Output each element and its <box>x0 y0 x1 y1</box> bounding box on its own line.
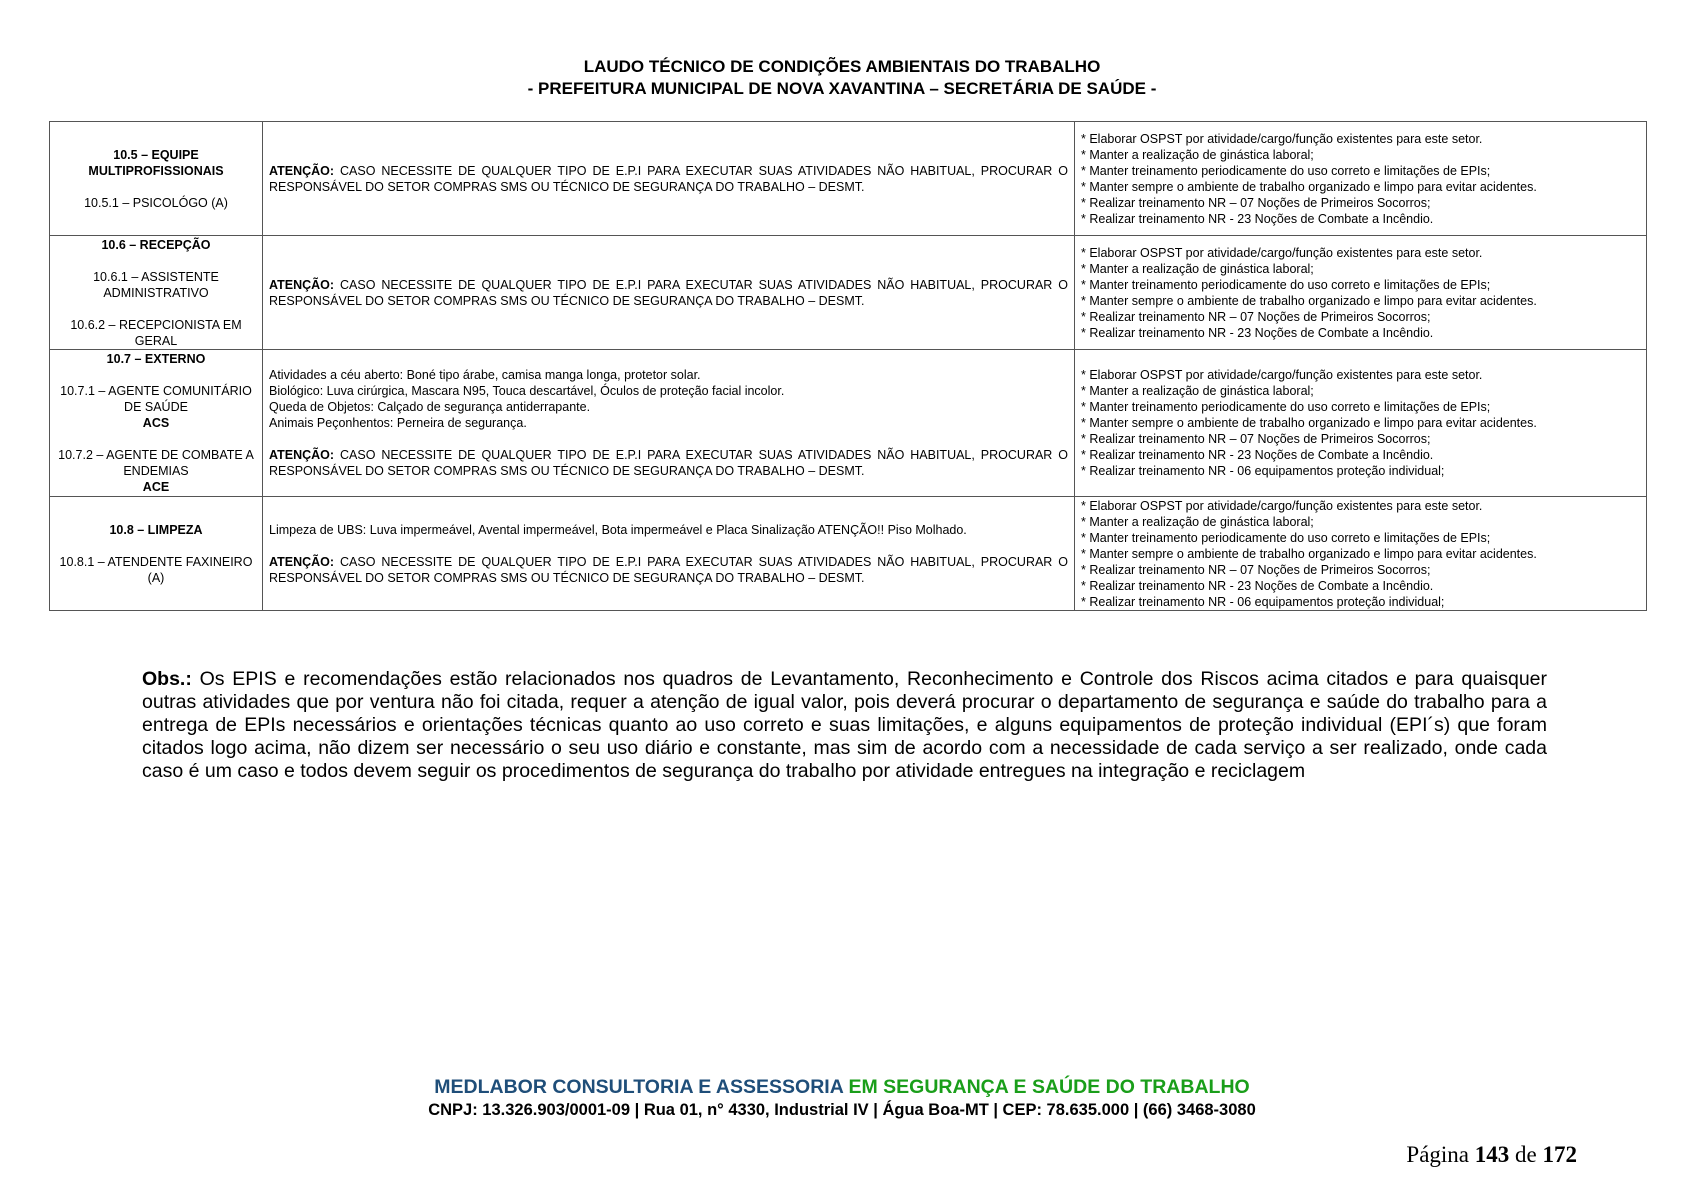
attention-note <box>269 277 1068 309</box>
recommendation-item: * Manter sempre o ambiente de trabalho organizado e limpo para evitar acidentes. <box>1081 546 1537 561</box>
recommendation-item: * Elaborar OSPST por atividade/cargo/função existentes para este setor. <box>1081 131 1483 146</box>
page-number <box>1406 1142 1577 1168</box>
attention-text: CASO NECESSITE DE QUALQUER TIPO DE E.P.I PARA EXECUTAR SUAS ATIVIDADES NÃO HABITUAL, PROCURAR O RESPONSÁVEL DO SETOR COMPRAS SMS OU TÉCNICO DE SEGURANÇA DO TRABALHO – DESMT. <box>269 277 1068 308</box>
attention-text: CASO NECESSITE DE QUALQUER TIPO DE E.P.I PARA EXECUTAR SUAS ATIVIDADES NÃO HABITUAL, PROCURAR O RESPONSÁVEL DO SETOR COMPRAS SMS OU TÉCNICO DE SEGURANÇA DO TRABALHO – DESMT. <box>269 448 1068 478</box>
recommendation-item: * Manter treinamento periodicamente do uso correto e limitações de EPIs; <box>1081 163 1491 178</box>
recommendation-item: * Manter a realização de ginástica laboral; <box>1081 261 1314 276</box>
sector-function-acronym: ACS <box>142 416 170 430</box>
epi-cell <box>263 350 1075 497</box>
recommendation-item: * Realizar treinamento NR – 07 Noções de Primeiros Socorros; <box>1081 562 1431 577</box>
attention-note <box>269 447 1068 479</box>
epi-item: Animais Peçonhentos: Perneira de segurança. <box>269 416 527 430</box>
recommendation-item: * Realizar treinamento NR – 07 Noções de Primeiros Socorros; <box>1081 432 1431 446</box>
recommendations-cell <box>1075 236 1647 350</box>
sector-function: 10.7.1 – AGENTE COMUNITÁRIO DE SAÚDE <box>60 384 252 414</box>
attention-text: CASO NECESSITE DE QUALQUER TIPO DE E.P.I PARA EXECUTAR SUAS ATIVIDADES NÃO HABITUAL, PROCURAR O RESPONSÁVEL DO SETOR COMPRAS SMS OU TÉCNICO DE SEGURANÇA DO TRABALHO – DESMT. <box>269 554 1068 585</box>
recommendation-item: * Elaborar OSPST por atividade/cargo/função existentes para este setor. <box>1081 498 1483 513</box>
epi-cell <box>263 236 1075 350</box>
attention-label: ATENÇÃO: <box>269 448 335 462</box>
sector-function: 10.7.2 – AGENTE DE COMBATE A ENDEMIAS <box>58 448 254 478</box>
sector-function: 10.6.2 – RECEPCIONISTA EM GERAL <box>70 317 242 348</box>
attention-label: ATENÇÃO: <box>269 163 335 178</box>
sector-title: 10.8 – LIMPEZA <box>109 522 203 537</box>
recommendation-item: * Manter sempre o ambiente de trabalho organizado e limpo para evitar acidentes. <box>1081 179 1537 194</box>
sector-cell <box>50 236 263 350</box>
recommendation-item: * Manter sempre o ambiente de trabalho organizado e limpo para evitar acidentes. <box>1081 416 1537 430</box>
sector-cell <box>50 122 263 236</box>
recommendations-cell <box>1075 122 1647 236</box>
epi-item: Biológico: Luva cirúrgica, Mascara N95, Touca descartável, Óculos de proteção facial incolor. <box>269 384 785 398</box>
recommendation-item: * Manter treinamento periodicamente do uso correto e limitações de EPIs; <box>1081 530 1491 545</box>
recommendation-item: * Realizar treinamento NR - 06 equipamentos proteção individual; <box>1081 464 1445 478</box>
document-footer <box>0 1075 1684 1121</box>
recommendation-item: * Manter a realização de ginástica laboral; <box>1081 514 1314 529</box>
header-subtitle: - PREFEITURA MUNICIPAL DE NOVA XAVANTINA – SECRETÁRIA DE SAÚDE - <box>527 79 1157 98</box>
recommendation-item: * Realizar treinamento NR - 23 Noções de Combate a Incêndio. <box>1081 578 1434 593</box>
table-row <box>50 497 1647 611</box>
sector-cell <box>50 350 263 497</box>
footer-company-tagline: EM SEGURANÇA E SAÚDE DO TRABALHO <box>848 1076 1250 1098</box>
epi-table <box>49 121 1647 611</box>
sector-function-acronym: ACE <box>142 480 170 494</box>
footer-address: CNPJ: 13.326.903/0001-09 | Rua 01, n° 4330, Industrial IV | Água Boa-MT | CEP: 78.635.000 | (66) 3468-3080 <box>428 1101 1256 1119</box>
sector-title: 10.6 – RECEPÇÃO <box>101 237 211 252</box>
recommendation-item: * Manter sempre o ambiente de trabalho organizado e limpo para evitar acidentes. <box>1081 293 1537 308</box>
attention-label: ATENÇÃO: <box>269 554 335 569</box>
recommendations-cell <box>1075 350 1647 497</box>
epi-cell <box>263 497 1075 611</box>
attention-label: ATENÇÃO: <box>269 277 335 292</box>
observation-label: Obs.: <box>142 668 192 690</box>
epi-item: Atividades a céu aberto: Boné tipo árabe, camisa manga longa, protetor solar. <box>269 368 701 382</box>
sector-function: 10.8.1 – ATENDENTE FAXINEIRO (A) <box>59 554 253 585</box>
recommendation-item: * Elaborar OSPST por atividade/cargo/função existentes para este setor. <box>1081 368 1483 382</box>
sector-cell <box>50 497 263 611</box>
epi-item: Limpeza de UBS: Luva impermeável, Avental impermeável, Bota impermeável e Placa Sinalização ATENÇÃO!! Piso Molhado. <box>269 522 967 537</box>
recommendation-item: * Realizar treinamento NR – 07 Noções de Primeiros Socorros; <box>1081 309 1431 324</box>
recommendation-item: * Realizar treinamento NR - 23 Noções de Combate a Incêndio. <box>1081 448 1434 462</box>
page-current: 143 <box>1474 1142 1510 1167</box>
recommendation-item: * Realizar treinamento NR - 23 Noções de Combate a Incêndio. <box>1081 211 1434 226</box>
epi-cell <box>263 122 1075 236</box>
attention-text: CASO NECESSITE DE QUALQUER TIPO DE E.P.I PARA EXECUTAR SUAS ATIVIDADES NÃO HABITUAL, PROCURAR O RESPONSÁVEL DO SETOR COMPRAS SMS OU TÉCNICO DE SEGURANÇA DO TRABALHO – DESMT. <box>269 163 1068 194</box>
epi-item: Queda de Objetos: Calçado de segurança antiderrapante. <box>269 400 591 414</box>
page-of: de <box>1515 1142 1537 1167</box>
recommendation-item: * Realizar treinamento NR - 23 Noções de Combate a Incêndio. <box>1081 325 1434 340</box>
sector-title: 10.5 – EQUIPE MULTIPROFISSIONAIS <box>88 147 224 178</box>
footer-company <box>0 1075 1684 1099</box>
document-header <box>0 56 1684 100</box>
recommendation-item: * Elaborar OSPST por atividade/cargo/função existentes para este setor. <box>1081 245 1483 260</box>
sector-function: 10.6.1 – ASSISTENTE ADMINISTRATIVO <box>93 269 219 300</box>
recommendations-cell <box>1075 497 1647 611</box>
table-row <box>50 236 1647 350</box>
header-title: LAUDO TÉCNICO DE CONDIÇÕES AMBIENTAIS DO TRABALHO <box>583 57 1101 76</box>
footer-company-name: MEDLABOR CONSULTORIA E ASSESSORIA <box>434 1076 844 1098</box>
observation-text: Os EPIS e recomendações estão relacionados nos quadros de Levantamento, Reconhecimento e Controle dos Riscos acima citados e para quaisquer outras atividades que por ventura não foi citada, requer a atenção de igual valor, pois deverá procurar o departamento de segurança e saúde do trabalho para a entrega de EPIs necessários e orientações técnicas quanto ao uso correto e suas limitações, e alguns equipamentos de proteção individual (EPI´s) que foram citados logo acima, não dizem ser necessário o seu uso diário e constante, mas sim de acordo com a necessidade de cada serviço a ser realizado, onde cada caso é um caso e todos devem seguir os procedimentos de segurança do trabalho por atividade entregues na integração e reciclagem <box>142 668 1548 782</box>
attention-note <box>269 554 1068 586</box>
table-row <box>50 350 1647 497</box>
page-total: 172 <box>1542 1142 1577 1167</box>
attention-note <box>269 163 1068 195</box>
sector-function: 10.5.1 – PSICOLÓGO (A) <box>84 195 228 210</box>
recommendation-item: * Manter treinamento periodicamente do uso correto e limitações de EPIs; <box>1081 277 1491 292</box>
page-label: Página <box>1406 1142 1470 1167</box>
recommendation-item: * Realizar treinamento NR – 07 Noções de Primeiros Socorros; <box>1081 195 1431 210</box>
sector-title: 10.7 – EXTERNO <box>106 352 206 366</box>
table-row <box>50 122 1647 236</box>
recommendation-item: * Realizar treinamento NR - 06 equipamentos proteção individual; <box>1081 594 1445 609</box>
observation-paragraph <box>142 668 1547 783</box>
recommendation-item: * Manter treinamento periodicamente do uso correto e limitações de EPIs; <box>1081 400 1491 414</box>
recommendation-item: * Manter a realização de ginástica laboral; <box>1081 147 1314 162</box>
recommendation-item: * Manter a realização de ginástica laboral; <box>1081 384 1314 398</box>
